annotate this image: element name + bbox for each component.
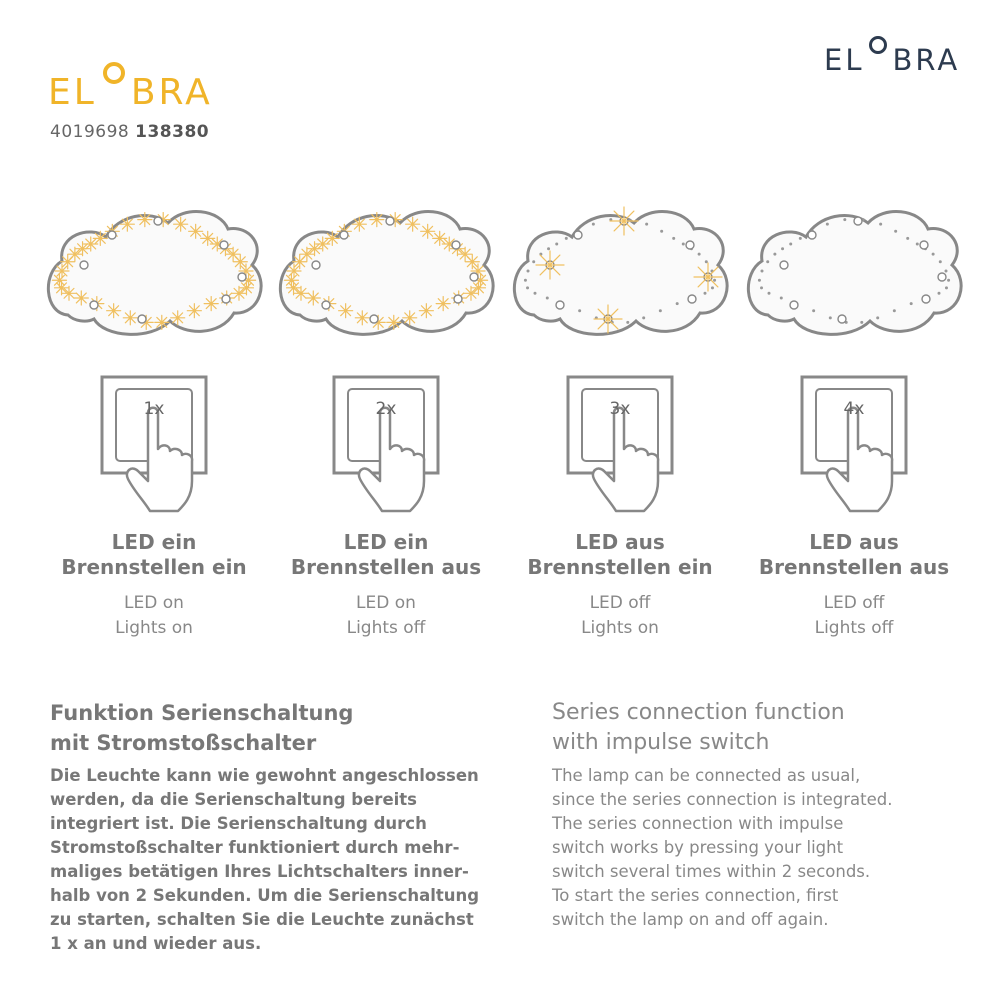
- light-switch-icon: [88, 373, 220, 513]
- german-heading: [50, 698, 490, 758]
- step-4: [736, 195, 972, 655]
- led-dot: [546, 297, 549, 300]
- german-body-line: zu starten, schalten Sie die Leuchte zunächst: [50, 910, 474, 929]
- step-3: [502, 195, 738, 655]
- light-burst: [436, 297, 450, 311]
- light-burst: [123, 311, 137, 325]
- led-dot: [642, 316, 645, 319]
- lamp-socket: [312, 261, 320, 269]
- led-dot: [829, 316, 832, 319]
- led-dot: [527, 270, 530, 273]
- state-de-line1: LED aus: [809, 530, 899, 554]
- led-dot: [799, 237, 802, 240]
- light-burst: [465, 255, 479, 269]
- state-label-de: [258, 530, 514, 580]
- lamp-socket: [340, 231, 348, 239]
- led-dot: [945, 286, 948, 289]
- english-heading-line: Series connection function: [552, 700, 845, 725]
- brand-logo-left: [48, 62, 213, 113]
- light-burst: [120, 217, 134, 231]
- led-dot: [524, 279, 527, 282]
- led-dot: [947, 279, 950, 282]
- state-en-line1: LED on: [124, 593, 184, 613]
- led-dot: [713, 279, 716, 282]
- light-burst: [287, 264, 301, 278]
- state-en-line2: Lights off: [346, 618, 426, 638]
- german-body-line: 1 x an und wieder aus.: [50, 934, 262, 953]
- lamp-socket: [138, 315, 146, 323]
- led-dot: [672, 237, 675, 240]
- cloud-lamp-icon: [38, 195, 270, 345]
- led-dot: [789, 242, 792, 245]
- light-burst: [201, 231, 215, 245]
- light-burst: [387, 315, 401, 329]
- german-body-line: integriert ist. Die Serienschaltung durch: [50, 814, 427, 833]
- lamp-socket: [790, 301, 798, 309]
- led-dot: [555, 242, 558, 245]
- light-burst: [84, 237, 98, 251]
- german-heading-line: Funktion Serienschaltung: [50, 701, 354, 725]
- led-dot: [565, 237, 568, 240]
- light-burst: [419, 304, 433, 318]
- english-body-line: since the series connection is integrated.: [552, 790, 893, 809]
- led-dot: [879, 223, 882, 226]
- german-body-line: halb von 2 Sekunden. Um die Serienschaltung: [50, 886, 480, 905]
- logo-right-o-ring: [869, 36, 887, 54]
- light-burst: [421, 224, 435, 238]
- led-dot: [578, 309, 581, 312]
- press-count: 2x: [375, 399, 397, 419]
- state-label-en: [502, 591, 738, 641]
- step-2: [268, 195, 504, 655]
- article-number: [50, 122, 209, 142]
- german-body-line: werden, da die Serienschaltung bereits: [50, 790, 417, 809]
- lamp-socket: [386, 217, 394, 225]
- led-dot: [660, 230, 663, 233]
- light-burst: [433, 231, 447, 245]
- led-dot: [860, 321, 863, 324]
- german-body-line: Die Leuchte kann wie gewohnt angeschlossen: [50, 766, 479, 785]
- light-burst: [93, 231, 107, 245]
- led-dot: [698, 253, 701, 256]
- led-dot: [705, 260, 708, 263]
- led-dot: [780, 297, 783, 300]
- light-switch-icon: [788, 373, 920, 513]
- lamp-socket: [108, 231, 116, 239]
- light-burst: [55, 264, 69, 278]
- light-switch-icon: [554, 373, 686, 513]
- state-en-line2: Lights off: [814, 618, 894, 638]
- light-burst: [52, 273, 66, 287]
- led-dot: [761, 270, 764, 273]
- state-en-line1: LED off: [589, 593, 651, 613]
- cloud-lamp-icon: [270, 195, 502, 345]
- state-de-line2: Brennstellen aus: [290, 555, 482, 579]
- led-dot: [547, 247, 550, 250]
- german-body: [50, 764, 510, 956]
- led-dot: [682, 242, 685, 245]
- state-label-de: [492, 530, 748, 580]
- led-dot: [937, 292, 940, 295]
- cloud-lamp-icon: [504, 195, 736, 345]
- lamp-socket: [452, 241, 460, 249]
- press-count: 1x: [143, 399, 165, 419]
- german-body-line: Stromstoßschalter funktioniert durch mehr-: [50, 838, 460, 857]
- led-dot: [534, 292, 537, 295]
- lamp-socket: [780, 261, 788, 269]
- lamp-socket: [154, 217, 162, 225]
- state-en-line1: LED off: [823, 593, 885, 613]
- light-burst: [403, 311, 417, 325]
- light-burst: [370, 213, 384, 227]
- cloud-lamp-icon: [738, 195, 970, 345]
- logo-left-o-ring: [103, 62, 125, 84]
- state-de-line1: LED ein: [343, 530, 429, 554]
- lamp-socket: [574, 231, 582, 239]
- lamp-socket: [470, 273, 478, 281]
- led-dot: [760, 286, 763, 289]
- state-label-en: [268, 591, 504, 641]
- state-de-line1: LED aus: [575, 530, 665, 554]
- led-dot: [626, 321, 629, 324]
- light-burst: [284, 273, 298, 287]
- led-dot: [910, 302, 913, 305]
- led-dot: [526, 286, 529, 289]
- article-prefix: 4019698: [50, 122, 130, 142]
- brand-logo-right: [824, 36, 960, 77]
- led-dot: [766, 260, 769, 263]
- led-dot: [532, 260, 535, 263]
- light-burst: [187, 304, 201, 318]
- state-en-line1: LED on: [356, 593, 416, 613]
- light-burst: [406, 217, 420, 231]
- lamp-socket: [686, 241, 694, 249]
- lamp-socket: [922, 295, 930, 303]
- state-label-de: [726, 530, 982, 580]
- light-burst: [189, 224, 203, 238]
- step-1: [36, 195, 272, 655]
- english-body-line: The series connection with impulse: [552, 814, 844, 833]
- german-heading-line: mit Stromstoßschalter: [50, 731, 317, 755]
- light-burst: [694, 263, 722, 291]
- led-dot: [894, 230, 897, 233]
- logo-right-text-start: EL: [824, 43, 865, 77]
- light-burst: [171, 311, 185, 325]
- lamp-socket: [80, 261, 88, 269]
- led-dot: [939, 260, 942, 263]
- light-burst: [107, 304, 121, 318]
- english-body-line: switch the lamp on and off again.: [552, 910, 829, 929]
- lamp-socket: [838, 315, 846, 323]
- light-burst: [204, 297, 218, 311]
- logo-right-text-end: BRA: [892, 43, 961, 77]
- state-de-line1: LED ein: [111, 530, 197, 554]
- lamp-socket: [220, 241, 228, 249]
- lamp-socket: [556, 301, 564, 309]
- led-dot: [645, 223, 648, 226]
- lamp-socket: [322, 301, 330, 309]
- english-heading: [552, 698, 972, 758]
- press-count: 3x: [609, 399, 631, 419]
- led-dot: [703, 292, 706, 295]
- state-en-line2: Lights on: [115, 618, 193, 638]
- lamp-socket: [854, 217, 862, 225]
- led-dot: [676, 302, 679, 305]
- light-burst: [316, 237, 330, 251]
- light-burst: [610, 207, 638, 235]
- lamp-socket: [238, 273, 246, 281]
- german-body-line: maliges betätigen Ihres Lichtschalters inner-: [50, 862, 469, 881]
- state-de-line2: Brennstellen ein: [527, 555, 713, 579]
- led-dot: [826, 223, 829, 226]
- logo-left-text-start: EL: [48, 72, 97, 113]
- lamp-socket: [938, 273, 946, 281]
- state-label-en: [36, 591, 272, 641]
- english-body-line: The lamp can be connected as usual,: [552, 766, 861, 785]
- led-dot: [945, 270, 948, 273]
- lamp-socket: [90, 301, 98, 309]
- led-dot: [711, 286, 714, 289]
- light-switch-icon: [320, 373, 452, 513]
- article-code: 138380: [135, 122, 210, 142]
- light-burst: [536, 251, 564, 279]
- led-dot: [906, 237, 909, 240]
- led-dot: [781, 247, 784, 250]
- led-dot: [916, 242, 919, 245]
- english-heading-line: with impulse switch: [552, 730, 770, 755]
- state-de-line2: Brennstellen aus: [758, 555, 950, 579]
- lamp-socket: [222, 295, 230, 303]
- lamp-socket: [808, 231, 816, 239]
- english-body-line: switch several times within 2 seconds.: [552, 862, 871, 881]
- light-burst: [355, 311, 369, 325]
- english-body-line: switch works by pressing your light: [552, 838, 844, 857]
- led-dot: [932, 253, 935, 256]
- led-dot: [768, 292, 771, 295]
- english-body-line: To start the series connection, first: [552, 886, 839, 905]
- lamp-socket: [920, 241, 928, 249]
- light-burst: [339, 304, 353, 318]
- state-de-line2: Brennstellen ein: [61, 555, 247, 579]
- led-dot: [758, 279, 761, 282]
- led-dot: [773, 253, 776, 256]
- light-burst: [352, 217, 366, 231]
- light-burst: [325, 231, 339, 245]
- english-body: [552, 764, 972, 932]
- led-dot: [659, 309, 662, 312]
- light-burst: [233, 255, 247, 269]
- light-burst: [155, 315, 169, 329]
- led-dot: [812, 309, 815, 312]
- logo-left-text-end: BRA: [130, 72, 213, 113]
- light-burst: [174, 217, 188, 231]
- state-label-en: [736, 591, 972, 641]
- light-burst: [594, 305, 622, 333]
- led-dot: [843, 218, 846, 221]
- lamp-socket: [688, 295, 696, 303]
- press-count: 4x: [843, 399, 865, 419]
- lamp-socket: [370, 315, 378, 323]
- light-burst: [138, 213, 152, 227]
- state-label-de: [26, 530, 282, 580]
- led-dot: [876, 316, 879, 319]
- lamp-socket: [454, 295, 462, 303]
- led-dot: [893, 309, 896, 312]
- state-en-line2: Lights on: [581, 618, 659, 638]
- led-dot: [592, 223, 595, 226]
